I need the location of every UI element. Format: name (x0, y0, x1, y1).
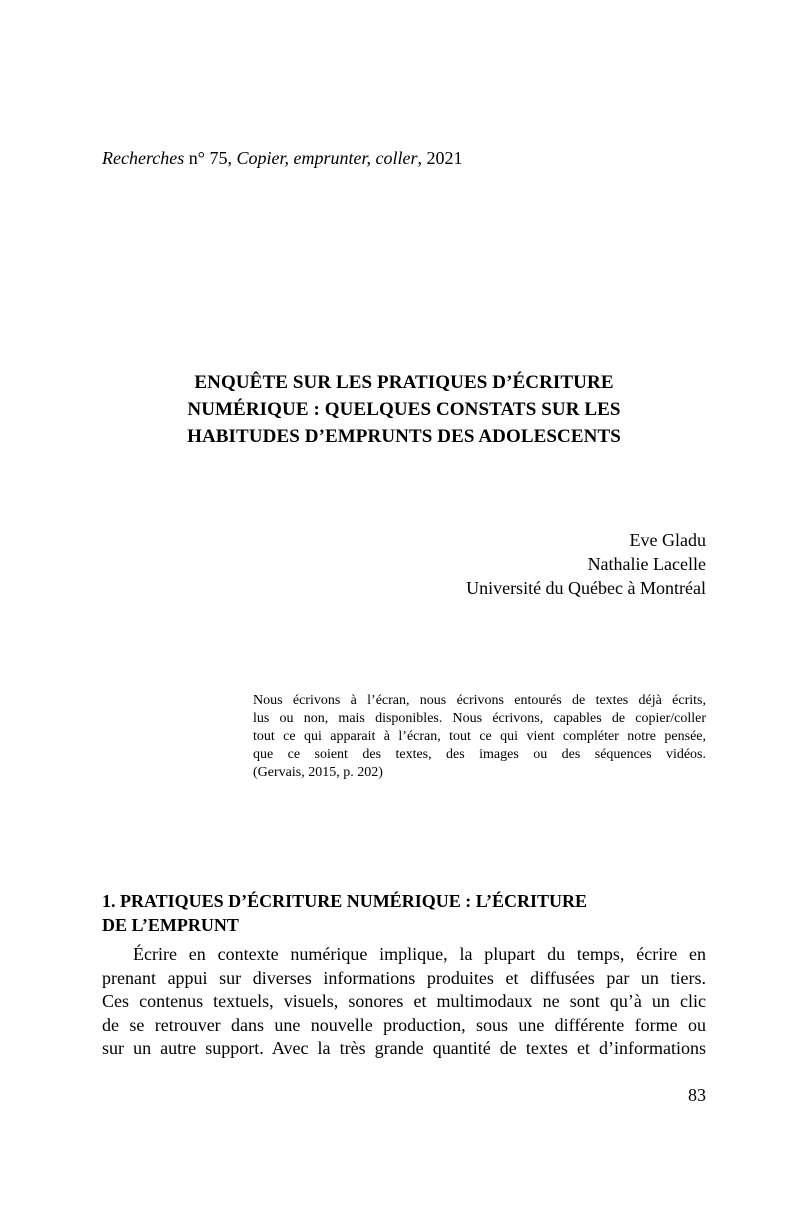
title-line: NUMÉRIQUE : QUELQUES CONSTATS SUR LES (187, 399, 621, 420)
section-heading-line: 1. PRATIQUES D’ÉCRITURE NUMÉRIQUE : L’ÉCRITURE (102, 891, 588, 911)
body-paragraph (102, 943, 706, 1061)
title-line: ENQUÊTE SUR LES PRATIQUES D’ÉCRITURE (194, 372, 614, 393)
journal-name: Recherches (102, 148, 185, 168)
body-line: Ces contenus textuels, visuels, sonores et multimodaux ne sont qu’à un clic (102, 991, 706, 1011)
article-title (102, 369, 706, 450)
section-heading (102, 889, 706, 937)
author-name: Nathalie Lacelle (587, 554, 706, 574)
issue-year: , 2021 (417, 148, 463, 168)
epigraph-line: lus ou non, mais disponibles. Nous écrivons, capables de copier/coller (253, 711, 706, 726)
body-line: sur un autre support. Avec la très grande quantité de textes et d’informations (102, 1038, 706, 1058)
author-block (466, 528, 706, 600)
epigraph-citation: (Gervais, 2015, p. 202) (253, 765, 383, 780)
section-heading-line: DE L’EMPRUNT (102, 915, 239, 935)
running-head (102, 147, 462, 169)
title-line: HABITUDES D’EMPRUNTS DES ADOLESCENTS (187, 426, 621, 447)
epigraph-quote (253, 692, 706, 782)
epigraph-line: tout ce qui apparait à l’écran, tout ce qui vient compléter notre pensée, (253, 729, 706, 744)
issue-theme: Copier, emprunter, coller (236, 148, 418, 168)
body-line: de se retrouver dans une nouvelle production, sous une différente forme ou (102, 1014, 706, 1035)
epigraph-line: que ce soient des textes, des images ou des séquences vidéos. (253, 747, 706, 762)
issue-number: n° 75, (184, 148, 237, 168)
body-line: Écrire en contexte numérique implique, la plupart du temps, écrire en (133, 944, 706, 964)
author-name: Eve Gladu (629, 530, 706, 550)
page-number: 83 (688, 1085, 706, 1105)
author-affiliation: Université du Québec à Montréal (466, 578, 706, 598)
epigraph-line: Nous écrivons à l’écran, nous écrivons entourés de textes déjà écrits, (253, 693, 706, 708)
body-line: prenant appui sur diverses informations produites et diffusées par un tiers. (102, 967, 706, 988)
